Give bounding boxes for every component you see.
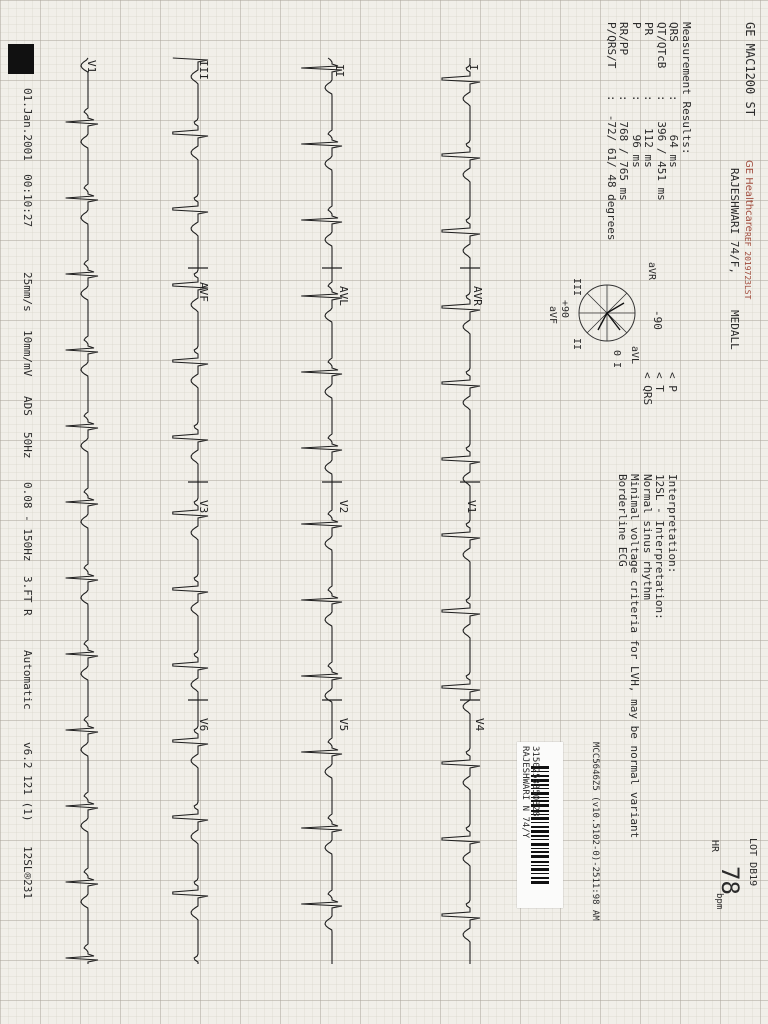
doctor-name: MEDALL	[728, 310, 741, 350]
lead-label-avf: AVF	[197, 282, 210, 302]
measurement-line: PR : 112 ms	[642, 22, 656, 168]
measurement-line: QRS : 64 ms	[667, 22, 681, 168]
axis-wheel-icon	[571, 278, 642, 351]
barcode-bar	[531, 839, 549, 840]
footer-format: 3.FT R	[21, 576, 34, 616]
lead-label-avr: AVR	[471, 286, 484, 306]
axis-legend-t: < T	[653, 372, 667, 392]
barcode-bar	[531, 865, 549, 866]
axis-label-ii: II	[571, 338, 582, 351]
lot-number: LOT DB19	[747, 838, 758, 887]
lead-label-v4: V4	[473, 718, 486, 732]
footer-mode: Automatic	[21, 650, 34, 710]
measurement-results	[605, 22, 693, 241]
lead-label-iii: III	[197, 60, 210, 80]
axis-label-avl: aVL	[629, 346, 640, 365]
interpretation-line: Normal sinus rhythm	[641, 474, 654, 600]
interpretation-line: Borderline ECG	[616, 474, 629, 567]
lead-label-avl: AVL	[337, 286, 350, 306]
footer-speed: 25mm/s	[21, 272, 34, 312]
sticker-barcode-number: 3150253350828	[530, 746, 540, 817]
measurement-line: QT/QTcB : 396 / 451 ms	[655, 22, 668, 201]
measurement-line: P : 96 ms	[630, 22, 643, 168]
lead-label-v5: V5	[337, 718, 350, 732]
barcode-bar	[531, 873, 549, 874]
footer-frequency: 50Hz	[21, 432, 34, 459]
measurement-title: Measurement Results:	[680, 22, 693, 155]
footer-gain: 10mm/mV	[21, 330, 34, 377]
axis-legend-p: < P	[666, 372, 679, 392]
patient-name: RAJESHWARI 74/F,	[728, 168, 741, 274]
barcode-bar	[531, 877, 549, 879]
interpretation-line: Interpretation:	[666, 474, 679, 574]
barcode-bar	[531, 861, 549, 863]
barcode-bar	[531, 848, 549, 849]
barcode-bar	[531, 817, 549, 820]
hr-value: 78	[716, 866, 744, 895]
axis-label-iii: III	[571, 278, 582, 297]
barcode-bar	[531, 851, 549, 853]
barcode-bar	[531, 881, 549, 884]
footer-datetime: 01.Jan.2001 00:10:27	[21, 88, 34, 228]
axis-label-avf: aVF	[547, 306, 558, 325]
barcode-bar	[531, 826, 549, 828]
axis-legend	[641, 372, 679, 405]
ref-number: REF 2019723LST	[743, 232, 752, 300]
axis-label-avr: aVR	[646, 262, 657, 281]
hr-unit: bpm	[714, 893, 724, 910]
lead-label-v3: V3	[197, 500, 210, 514]
sticker-patient: RAJESHWARI N 74/Y	[520, 746, 530, 839]
measurement-line: P/QRS/T : -72/ 61/ 48 degrees	[605, 22, 618, 241]
barcode-bar	[531, 830, 549, 833]
barcode-bar	[531, 843, 549, 846]
axis-legend-qrs: < QRS	[641, 372, 654, 406]
axis-label-plus90: +90	[559, 300, 570, 319]
footer-filter: 0.08 - 150Hz	[21, 482, 34, 562]
footer-version: v6.2 121 (1)	[21, 742, 34, 822]
interpretation-block	[616, 474, 679, 838]
lead-label-i: I	[467, 64, 480, 71]
measurement-line: RR/PP : 768 / 765 ms	[617, 22, 631, 201]
barcode-bar	[531, 855, 549, 858]
axis-label-minus90: -90	[651, 310, 664, 330]
lead-label-rhythm-v1: V1	[85, 60, 98, 74]
lead-label-ii: II	[333, 64, 346, 78]
axis-label-zero: 0 I	[611, 350, 622, 369]
lead-label-v2: V2	[337, 500, 350, 514]
lead-label-v1: V1	[465, 500, 478, 514]
sticker-header: MCC5646Z5 (v10.5102-0)-2511:98 AM	[590, 742, 600, 921]
interpretation-line: 12SL - Interpretation:	[653, 474, 667, 620]
device-model: GE MAC1200 ST	[743, 22, 757, 116]
hr-label: HR	[709, 840, 720, 853]
lead-label-v6: V6	[197, 718, 210, 732]
footer-program: 12SL®231	[21, 846, 34, 899]
barcode-bar	[531, 835, 549, 837]
barcode-bar	[531, 868, 549, 871]
brand-logo: GE Healthcare	[743, 160, 754, 232]
sync-marker	[8, 44, 34, 74]
footer-ads: ADS	[21, 396, 34, 416]
interpretation-line: Minimal voltage criteria for LVH, may be normal variant	[628, 474, 642, 839]
barcode-bar	[531, 822, 549, 823]
